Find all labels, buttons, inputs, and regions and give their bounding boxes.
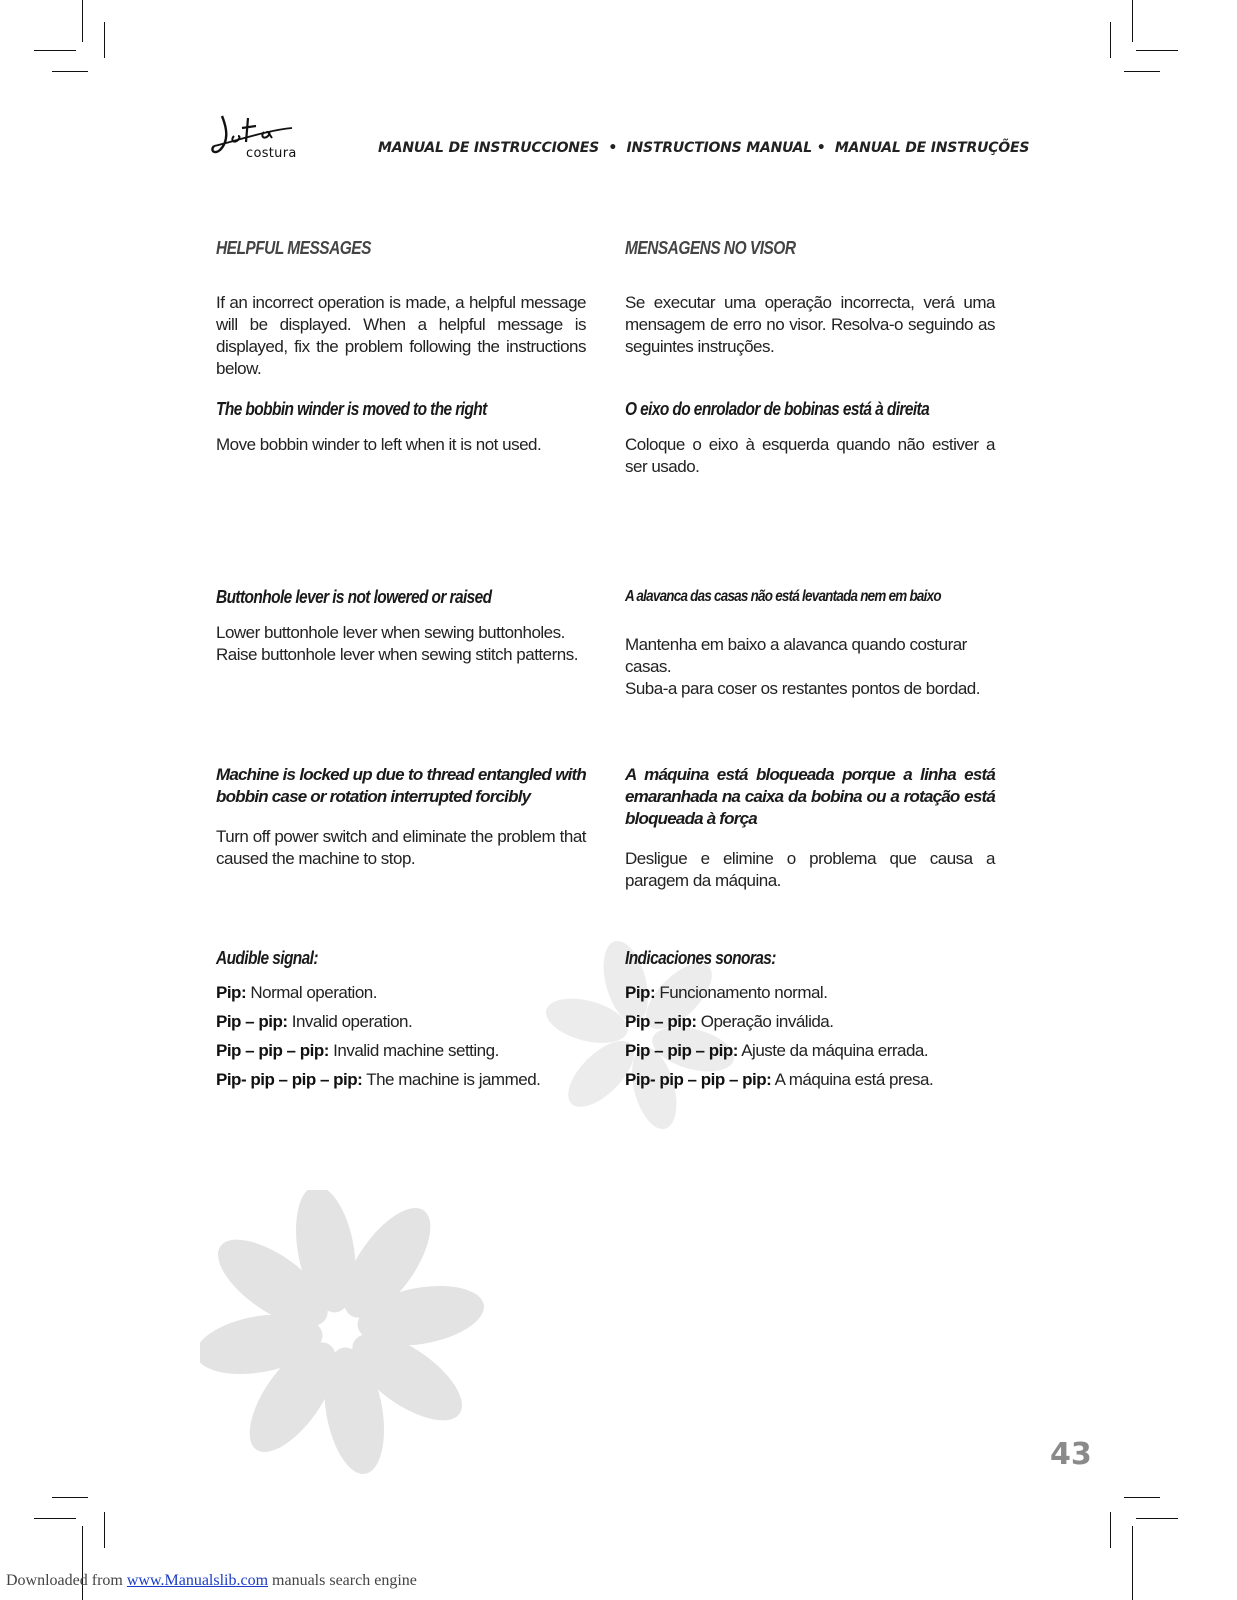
right-s1-title: O eixo do enrolador de bobinas está à direita (625, 399, 930, 419)
left-s3-title: Machine is locked up due to thread entangled with bobbin case or rotation interrupted forcibly (216, 765, 586, 806)
signal-row: Pip – pip: Invalid operation. (216, 1012, 413, 1031)
header-separator: • (608, 140, 618, 156)
header-manual-es: MANUAL DE INSTRUCCIONES (378, 140, 600, 156)
right-s2-title: A alavanca das casas não está levantada nem em baixo (625, 588, 941, 605)
signal-row: Pip: Funcionamento normal. (625, 983, 828, 1002)
right-s2-line2: Suba-a para coser os restantes pontos de bordad. (625, 679, 980, 698)
section-title: HELPFUL MESSAGES (216, 238, 371, 258)
signal-row: Pip- pip – pip – pip: A máquina está presa. (625, 1070, 934, 1089)
flower-decoration-large (200, 1190, 500, 1480)
left-s2-line2: Raise buttonhole lever when sewing stitch patterns. (216, 645, 578, 664)
signal-row: Pip – pip – pip: Ajuste da máquina errada. (625, 1041, 929, 1060)
manualslib-link[interactable]: www.Manualslib.com (126, 1572, 269, 1589)
footer-suffix: manuals search engine (268, 1572, 417, 1589)
left-s3-body: Turn off power switch and eliminate the problem that caused the machine to stop. (216, 827, 586, 868)
left-intro: If an incorrect operation is made, a helpful message will be displayed. When a helpful message is displayed, fix the problem following the instructions below. (216, 293, 586, 378)
signal-row: Pip: Normal operation. (216, 983, 377, 1002)
right-intro: Se executar uma operação incorrecta, verá uma mensagem de erro no visor. Resolva-o seguindo as seguintes instruções. (625, 293, 995, 356)
header-separator: • (816, 140, 826, 156)
manual-header (378, 140, 1030, 156)
left-s4-title: Audible signal: (216, 948, 318, 968)
left-s1-body: Move bobbin winder to left when it is not used. (216, 435, 542, 454)
left-s2-body (216, 622, 586, 666)
left-title-block (216, 238, 586, 259)
footer-prefix: Downloaded from (6, 1572, 127, 1589)
signal-row: Pip – pip – pip: Invalid machine setting. (216, 1041, 499, 1060)
signal-row: Pip – pip: Operação inválida. (625, 1012, 834, 1031)
header-manual-en: INSTRUCTIONS MANUAL (626, 140, 813, 156)
right-title-block (625, 238, 995, 259)
right-s3-body: Desligue e elimine o problema que causa a paragem da máquina. (625, 849, 995, 890)
header-manual-pt: MANUAL DE INSTRUÇÕES (834, 140, 1030, 156)
right-s2-body (625, 634, 995, 700)
left-s2-line1: Lower buttonhole lever when sewing buttonholes. (216, 623, 565, 642)
right-s3-title: A máquina está bloqueada porque a linha está emaranhada na caixa da bobina ou a rotação está bloqueada à força (625, 765, 995, 828)
page-number: 43 (1050, 1437, 1092, 1472)
download-footer (6, 1572, 417, 1590)
right-s2-line1: Mantenha em baixo a alavanca quando costurar casas. (625, 635, 967, 676)
right-s4-title: Indicaciones sonoras: (625, 948, 776, 968)
section-title: MENSAGENS NO VISOR (625, 238, 796, 258)
logo-subtitle: costura (246, 146, 297, 161)
signal-row: Pip- pip – pip – pip: The machine is jammed. (216, 1070, 541, 1089)
brand-logo (208, 112, 308, 172)
left-s2-title: Buttonhole lever is not lowered or raised (216, 587, 492, 607)
right-signal-list (625, 978, 995, 1094)
right-s1-body: Coloque o eixo à esquerda quando não estiver a ser usado. (625, 435, 995, 476)
left-s1-title: The bobbin winder is moved to the right (216, 399, 487, 419)
left-signal-list (216, 978, 586, 1094)
